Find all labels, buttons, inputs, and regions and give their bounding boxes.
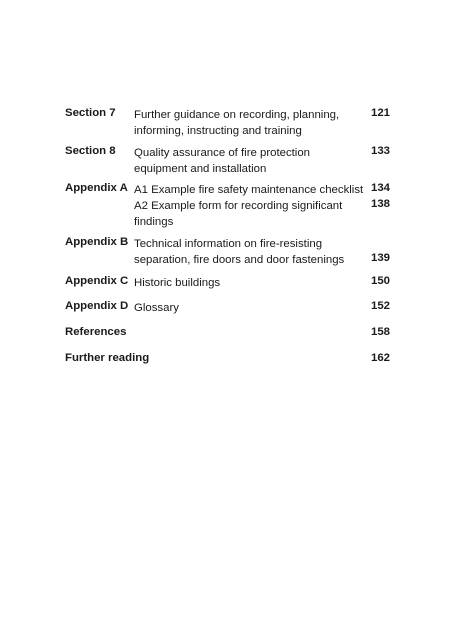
toc-entry-page-number: 158 — [370, 326, 390, 338]
toc-entry-description-line: Quality assurance of fire protection — [134, 147, 311, 159]
toc-entry-description-line: Historic buildings — [134, 277, 221, 289]
toc-entry-description-line: separation, fire doors and door fastenings — [134, 254, 345, 266]
toc-entry-description — [134, 107, 349, 139]
toc-entry-description-line: Further guidance on recording, planning, — [134, 109, 340, 121]
toc-entry-label: Section 7 — [65, 107, 116, 119]
toc-entry-label: Appendix D — [65, 300, 129, 312]
toc-entry-label: Appendix B — [65, 236, 129, 248]
toc-entry-page-number: 162 — [370, 352, 390, 364]
toc-entry-label: Further reading — [65, 352, 150, 364]
toc-entry-page-number: 152 — [370, 300, 390, 312]
toc-entry-description-line: A2 Example form for recording significant — [134, 200, 343, 212]
toc-entry-description — [134, 300, 349, 316]
toc-entry-description-line: findings — [134, 216, 174, 228]
toc-entry-description-line: A1 Example fire safety maintenance checklist — [134, 184, 364, 196]
toc-entry-description — [134, 236, 349, 268]
toc-entry-page-number: 139 — [370, 252, 390, 264]
toc-entry-label: Appendix C — [65, 275, 129, 287]
toc-entry-page-number: 133 — [370, 145, 390, 157]
toc-entry-description — [134, 182, 364, 230]
toc-entry-description-line: Technical information on fire-resisting — [134, 238, 323, 250]
toc-entry-description-line: Glossary — [134, 302, 179, 314]
toc-entry-page-number: 150 — [370, 275, 390, 287]
toc-entry-description — [134, 275, 349, 291]
toc-entry-label: Section 8 — [65, 145, 116, 157]
toc-entry-label: Appendix A — [65, 182, 128, 194]
toc-entry-page-number: 121 — [370, 107, 390, 119]
toc-entry-page-number: 134 — [370, 182, 390, 194]
toc-entry-description-line: equipment and installation — [134, 163, 267, 175]
toc-entry-description-line: informing, instructing and training — [134, 125, 302, 137]
toc-entry-description — [134, 145, 349, 177]
toc-entry-page-number: 138 — [370, 198, 390, 210]
toc-entry-label: References — [65, 326, 127, 338]
